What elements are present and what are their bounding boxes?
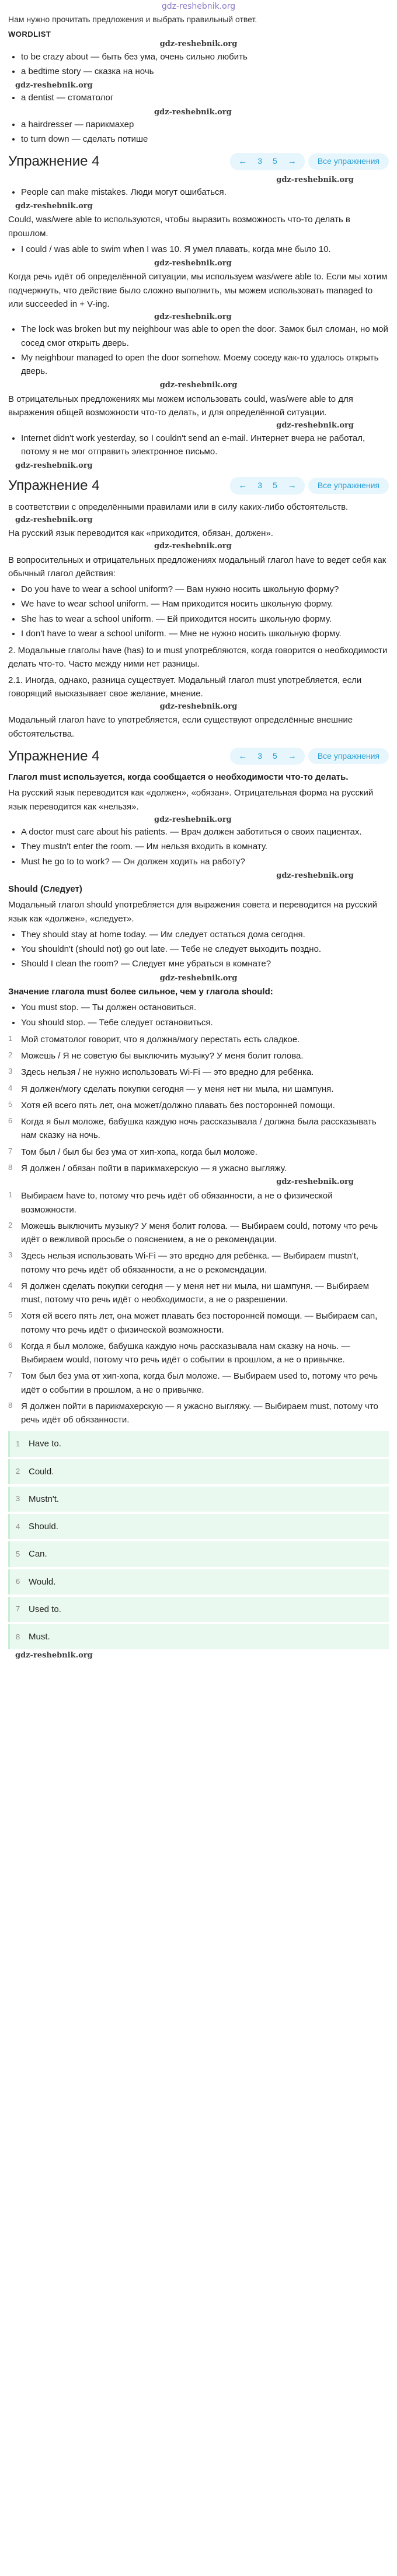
example-item: • You should stop. — Тебе следует остановиться. [21, 1016, 389, 1029]
answer-item: 6 Would. [8, 1569, 389, 1594]
wordlist-item: • to turn down — сделать потише [21, 132, 389, 146]
prev-arrow-icon[interactable]: ← [238, 156, 248, 167]
wordlist-title: WORDLIST [8, 30, 51, 39]
watermark: gdz-reshebnik.org [276, 175, 354, 184]
next-arrow-icon[interactable]: → [287, 481, 297, 491]
example-item: • The lock was broken but my neighbour was able to open the door. Замок был сломан, но мой сосед смог открыть дверь. [21, 323, 389, 350]
paragraph: Значение глагола must более сильное, чем у глагола should: [8, 987, 273, 997]
example-item: • She has to wear a school uniform. — Ей приходится носить школьную форму. [21, 612, 389, 626]
list-item: 8 Я должен пойти в парикмахерскую — я ужасно выгляжу. — Выбираем must, потому что речь идёт об обязанности. [8, 1400, 378, 1425]
paragraph: Глагол must используется, когда сообщается о необходимости что-то делать. [8, 772, 349, 783]
list-item: 6 Когда я был моложе, бабушка каждую ночь рассказывала / должна была рассказывать нам сказку на ночь. [8, 1116, 377, 1141]
next-exercise-link[interactable]: 5 [273, 751, 277, 760]
prev-exercise-link[interactable]: 3 [257, 481, 263, 490]
list-item: 5 Хотя ей всего пять лет, она может плавать без посторонней помощи. — Выбираем can, потому что речь идёт о физической возможности. [8, 1310, 378, 1335]
list-item: 7 Том был / был бы без ума от хип-хопа, когда был моложе. [8, 1146, 257, 1157]
watermark: gdz-reshebnik.org [159, 702, 238, 712]
explanation-list [8, 1189, 389, 1427]
list-item: 3 Здесь нельзя использовать Wi-Fi — это вредно для ребёнка. — Выбираем mustn't, потому что речь идёт об обязанности, а не о рекомендации. [8, 1250, 359, 1275]
next-arrow-icon[interactable]: → [287, 751, 297, 761]
wordlist-item: • a dentist — стоматолог [21, 91, 389, 104]
watermark: gdz-reshebnik.org [15, 461, 93, 471]
intro-text: Нам нужно прочитать предложения и выбрать правильный ответ. [8, 15, 257, 24]
paragraph: Модальный глагол have to употребляется, если существуют определённые внешние обстоятельства. [8, 715, 353, 739]
watermark: gdz-reshebnik.org [154, 542, 232, 551]
paragraph: в соответствии с определёнными правилами или в силу каких-либо обстоятельств. [8, 502, 349, 512]
paragraph: На русский язык переводится как «должен», «обязан». Отрицательная форма на русский язык переводится как «нельзя». [8, 788, 374, 812]
watermark: gdz-reshebnik.org [276, 1177, 354, 1187]
example-item: • I don't have to wear a school uniform. — Мне не нужно носить школьную форму. [21, 627, 389, 640]
watermark: gdz-reshebnik.org [154, 313, 232, 322]
list-item: 7 Том был без ума от хип-хопа, когда был моложе. — Выбираем used to, потому что речь идёт о событии в прошлом, а не о привычке. [8, 1371, 378, 1395]
paragraph: На русский язык переводится как «приходится, обязан, должен». [8, 528, 273, 539]
watermark: gdz-reshebnik.org [15, 81, 93, 90]
example-item: • Do you have to wear a school uniform? — Вам нужно носить школьную форму? [21, 583, 389, 596]
sentence-list [8, 1033, 389, 1175]
answer-item: 7 Used to. [8, 1597, 389, 1622]
answer-item: 3 Mustn't. [8, 1487, 389, 1512]
watermark: gdz-reshebnik.org [154, 259, 232, 268]
example-item: • People can make mistakes. Люди могут ошибаться. [21, 185, 389, 199]
list-item: 1 Выбираем have to, потому что речь идёт об обязанности, а не о физической возможности. [8, 1190, 333, 1215]
answer-item: 2 Could. [8, 1459, 389, 1484]
heading: Should (Следует) [8, 884, 82, 895]
list-item: 4 Я должен/могу сделать покупки сегодня — у меня нет ни мыла, ни шампуня. [8, 1083, 334, 1094]
list-item: 2 Можешь / Я не советую бы выключить музыку? У меня болит голова. [8, 1050, 304, 1061]
list-item: 2 Можешь выключить музыку? У меня болит голова. — Выбираем could, потому что речь идёт о вежливой просьбе о пояснением, а не о рекомендации. [8, 1220, 378, 1245]
watermark: gdz-reshebnik.org [159, 40, 238, 49]
pager [230, 748, 305, 765]
answer-item: 5 Can. [8, 1541, 389, 1566]
wordlist [8, 50, 389, 79]
example-item: • You must stop. — Ты должен остановиться. [21, 1001, 389, 1014]
watermark: gdz-reshebnik.org [15, 515, 93, 524]
prev-arrow-icon[interactable]: ← [238, 481, 248, 491]
example-item: • A doctor must care about his patients. — Врач должен заботиться о своих пациентах. [21, 825, 389, 839]
all-exercises-button[interactable]: Все упражнения [308, 478, 389, 494]
example-item: • We have to wear school uniform. — Нам приходится носить школьную форму. [21, 597, 389, 611]
theory-block-3 [8, 770, 389, 1029]
example-item: • You shouldn't (should not) go out late. — Тебе не следует выходить поздно. [21, 942, 389, 956]
paragraph: 2. Модальные глаголы have (has) to и must употребляются, когда говорится о необходимости делать что-то. Часто между ними нет разницы. [8, 646, 388, 670]
list-item: 6 Когда я был моложе, бабушка каждую ночь рассказывала нам сказку на ночь. — Выбираем would, потому что речь идёт о событии в прошлом, а не о привычке. [8, 1340, 350, 1365]
next-exercise-link[interactable]: 5 [273, 481, 277, 490]
paragraph: В вопросительных и отрицательных предложениях модальный глагол have to ведет себя как обычный глагол действия: [8, 555, 386, 579]
prev-exercise-link[interactable]: 3 [257, 156, 263, 166]
exercise-title: Упражнение 4 [8, 478, 100, 494]
exercise-header [8, 475, 389, 496]
wordlist [8, 91, 389, 104]
watermark: gdz-reshebnik.org [159, 973, 238, 983]
watermark: gdz-reshebnik.org [154, 107, 232, 117]
paragraph: 2.1. Иногда, однако, разница существует. Модальный глагол must употребляется, если говорящий высказывает свое желание, мнение. [8, 675, 362, 699]
all-exercises-button[interactable]: Все упражнения [308, 748, 389, 765]
watermark: gdz-reshebnik.org [159, 381, 238, 390]
wordlist-item: • to be crazy about — быть без ума, очень сильно любить [21, 50, 389, 64]
list-item: 8 Я должен / обязан пойти в парикмахерскую — я ужасно выгляжу. [8, 1162, 287, 1173]
prev-exercise-link[interactable]: 3 [257, 751, 263, 760]
wordlist [8, 118, 389, 146]
example-item: • I could / was able to swim when I was 10. Я умел плавать, когда мне было 10. [21, 243, 389, 256]
next-arrow-icon[interactable]: → [287, 156, 297, 167]
pager [230, 477, 305, 494]
answer-list [8, 1431, 389, 1649]
exercise-nav [230, 748, 389, 765]
exercise-title: Упражнение 4 [8, 153, 100, 170]
watermark: gdz-reshebnik.org [276, 421, 354, 430]
next-exercise-link[interactable]: 5 [273, 156, 277, 166]
paragraph: В отрицательных предложениях мы можем использовать could, was/were able to для выражения общей возможности что-то делать, и для определённой ситуации. [8, 394, 353, 418]
exercise-header [8, 150, 389, 172]
exercise-header [8, 745, 389, 767]
pager [230, 153, 305, 170]
list-item: 5 Хотя ей всего пять лет, она может/должно плавать без посторонней помощи. [8, 1099, 335, 1110]
prev-arrow-icon[interactable]: ← [238, 751, 248, 761]
answer-item: 4 Should. [8, 1514, 389, 1539]
answer-item: 1 Have to. [8, 1431, 389, 1456]
list-item: 3 Здесь нельзя / не нужно использовать Wi-Fi — это вредно для ребёнка. [8, 1067, 314, 1078]
paragraph: Когда речь идёт об определённой ситуации, мы используем was/were able to. Если мы хотим подчеркнуть, что действие было сложно выполнить, мы можем использовать managed to или succeeded in + V-ing. [8, 272, 388, 309]
watermark: gdz-reshebnik.org [15, 202, 93, 211]
theory-block-1 [8, 176, 389, 471]
paragraph: Модальный глагол should употребляется для выражения совета и переводится на русский язык как «должен», «следует». [8, 900, 377, 924]
example-item: • My neighbour managed to open the door somehow. Моему соседу как-то удалось открыть дверь. [21, 351, 389, 378]
paragraph: Could, was/were able to используются, чтобы выразить возможность что-то делать в прошлом. [8, 215, 350, 239]
theory-block-2 [8, 500, 389, 741]
answer-item: 8 Must. [8, 1624, 389, 1649]
example-item: • They mustn't enter the room. — Им нельзя входить в комнату. [21, 840, 389, 853]
watermark: gdz-reshebnik.org [154, 815, 232, 824]
example-item: • Must he go to to work? — Он должен ходить на работу? [21, 855, 389, 868]
watermark: gdz-reshebnik.org [15, 1651, 93, 1660]
exercise-title: Упражнение 4 [8, 748, 100, 764]
all-exercises-button[interactable]: Все упражнения [308, 153, 389, 170]
exercise-nav [230, 153, 389, 170]
wordlist-item: • a bedtime story — сказка на ночь [21, 65, 389, 78]
example-item: • Should I clean the room? — Следует мне убраться в комнате? [21, 957, 389, 970]
example-item: • They should stay at home today. — Им следует остаться дома сегодня. [21, 928, 389, 941]
wordlist-item: • a hairdresser — парикмахер [21, 118, 389, 131]
example-item: • Internet didn't work yesterday, so I couldn't send an e-mail. Интернет вчера не работал, потому я не мог отправить электронное письмо. [21, 432, 389, 459]
top-watermark: gdz-reshebnik.org [161, 2, 236, 11]
watermark: gdz-reshebnik.org [276, 871, 354, 880]
exercise-nav [230, 477, 389, 494]
list-item: 1 Мой стоматолог говорит, что я должна/могу перестать есть сладкое. [8, 1033, 300, 1045]
list-item: 4 Я должен сделать покупки сегодня — у меня нет ни мыла, ни шампуня. — Выбираем must, потому что речь идёт о необходимости, а не о разрешении. [8, 1280, 370, 1305]
